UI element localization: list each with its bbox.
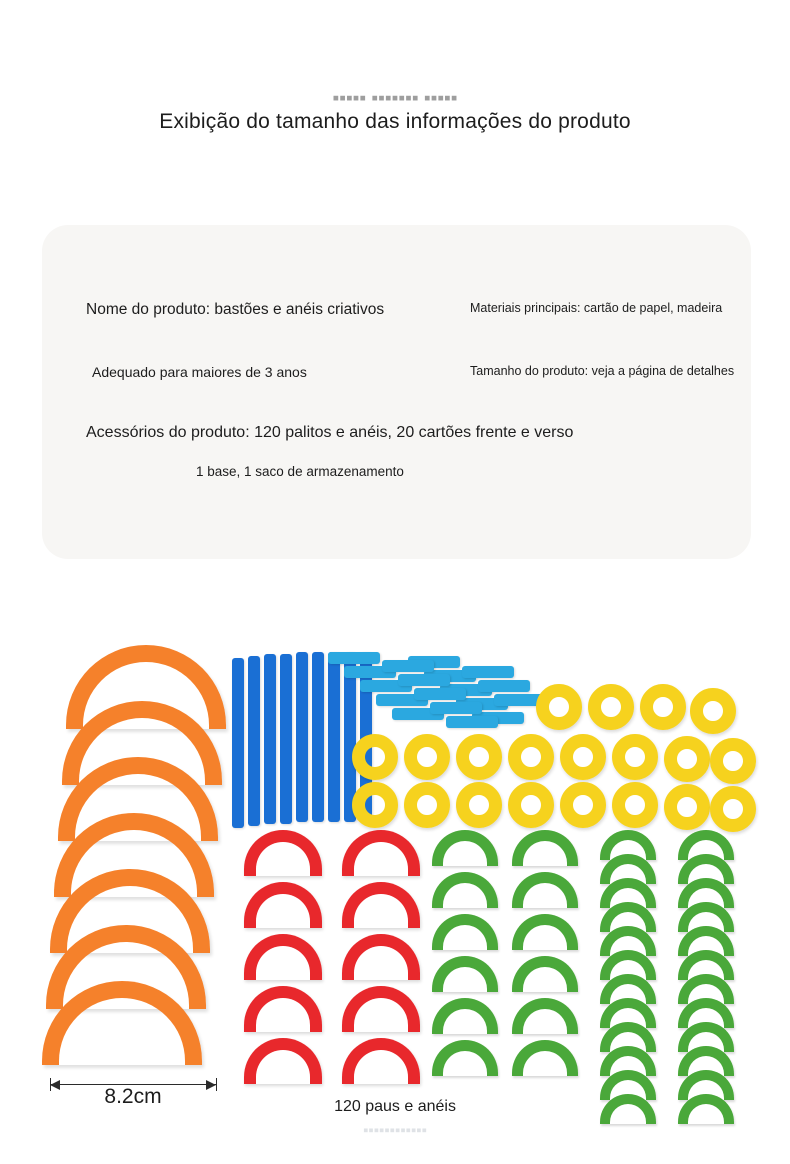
page-header [0,0,790,185]
red-arch [244,882,322,928]
info-materials: Materiais principais: cartão de papel, madeira [470,301,723,315]
green-arch-group [428,830,758,1110]
yellow-ring [560,782,606,828]
red-arch [244,986,322,1032]
green-arch [512,914,578,950]
green-arch [512,1040,578,1076]
green-arch [512,998,578,1034]
photo-caption-ghost: ▪▪▪▪▪▪▪▪▪▪▪▪ [363,1122,427,1139]
blue-stick [264,654,276,824]
yellow-ring [664,784,710,830]
yellow-ring [352,782,398,828]
header-ghost-text: ▪▪▪▪▪ ▪▪▪▪▪▪▪ ▪▪▪▪▪ [332,88,458,102]
green-arch [512,830,578,866]
yellow-ring [612,782,658,828]
blue-stick [328,652,380,664]
orange-arch-group [38,645,238,1095]
yellow-ring [352,734,398,780]
red-arch [342,882,420,928]
yellow-ring [508,782,554,828]
green-arch [512,872,578,908]
blue-stick [280,654,292,824]
green-arch [432,956,498,992]
red-arch [342,986,420,1032]
photo-caption: 120 paus e anéis [334,1098,456,1115]
yellow-ring [404,782,450,828]
product-photo [0,620,790,1120]
blue-stick [248,656,260,826]
red-arch [342,1038,420,1084]
blue-stick [312,652,324,822]
yellow-ring [456,782,502,828]
yellow-ring [710,786,756,832]
measurement-label: 8.2cm [104,1085,162,1108]
green-arch [432,1040,498,1076]
yellow-ring-group [338,670,758,845]
red-arch-group [238,830,418,1105]
info-accessories-line-2: 1 base, 1 saco de armazenamento [196,464,404,479]
yellow-ring [710,738,756,784]
yellow-ring [404,734,450,780]
yellow-ring [664,736,710,782]
page-title: Exibição do tamanho das informações do produto [159,110,631,133]
yellow-ring [560,734,606,780]
blue-stick [296,652,308,822]
red-arch [342,934,420,980]
blue-stick [232,658,244,828]
green-arch [432,872,498,908]
red-arch [244,1038,322,1084]
yellow-ring [456,734,502,780]
yellow-ring [588,684,634,730]
yellow-ring [536,684,582,730]
yellow-ring [640,684,686,730]
red-arch [342,830,420,876]
red-arch [244,934,322,980]
info-age-recommendation: Adequado para maiores de 3 anos [92,364,307,380]
green-arch [432,998,498,1034]
yellow-ring [690,688,736,734]
info-product-name: Nome do produto: bastões e anéis criativos [86,301,385,318]
green-arch [512,956,578,992]
info-accessories-line-1: Acessórios do produto: 120 palitos e anéis, 20 cartões frente e verso [86,424,574,441]
product-info-card [42,225,751,559]
yellow-ring [612,734,658,780]
green-arch [432,914,498,950]
green-arch [432,830,498,866]
red-arch [244,830,322,876]
yellow-ring [508,734,554,780]
info-product-size: Tamanho do produto: veja a página de detalhes [470,364,735,378]
